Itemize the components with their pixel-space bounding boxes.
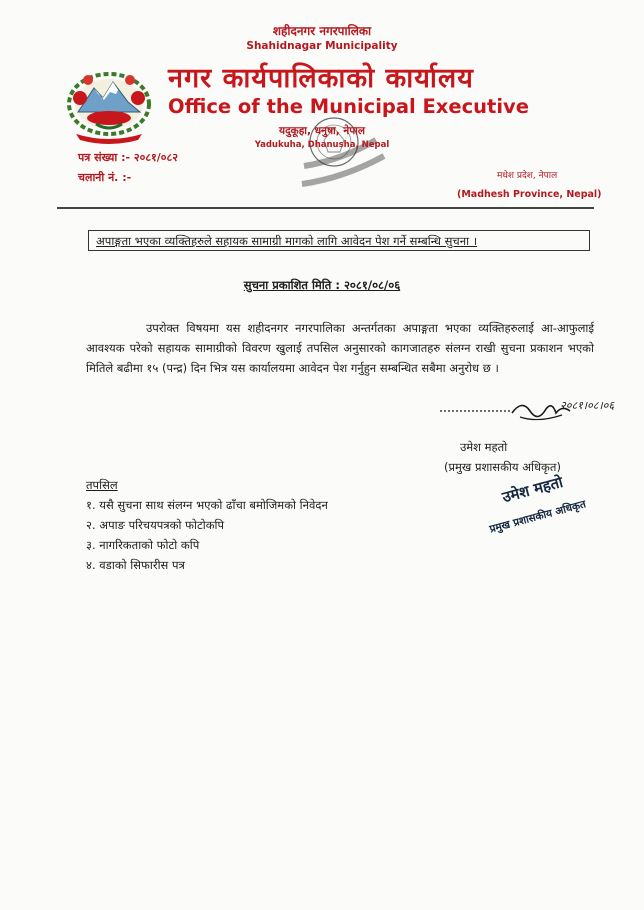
signature-date: २०८१।०८।०६ — [560, 399, 615, 412]
municipality-name-np: शहीदनगर नगरपालिका — [272, 24, 372, 38]
address-en: Yadukuha, Dhanusha, Nepal — [254, 140, 390, 150]
name-stamp-name: उमेश महतो — [500, 472, 565, 507]
signer-name: उमेश महतो — [460, 440, 508, 454]
office-title-en: Office of the Municipal Executive — [168, 95, 529, 118]
reference-number: पत्र संख्या :- २०८१/०८२ — [78, 151, 178, 164]
office-seal-icon — [284, 104, 400, 200]
municipality-name-en: Shahidnagar Municipality — [246, 40, 398, 52]
notice-subject: अपाङ्गता भएका व्यक्तिहरुले सहायक सामाग्री मागको लागि आवेदन पेश गर्ने सम्बन्धि सुचना । — [96, 234, 478, 248]
province-np: मधेश प्रदेश, नेपाल — [497, 171, 558, 181]
list-item: १. यसै सुचना साथ संलग्न भएको ढाँचा बमोजिमको निवेदन — [86, 498, 328, 512]
header-divider — [57, 207, 594, 209]
attachments-list — [86, 495, 328, 575]
list-item: ३. नागरिकताको फोटो कपि — [86, 538, 200, 552]
province-en: (Madhesh Province, Nepal) — [457, 189, 602, 200]
dispatch-number: चलानी नं. :- — [78, 171, 132, 184]
address-np: यदुकूहा, धनुषा, नेपाल — [278, 125, 366, 137]
office-title-np: नगर कार्यपालिकाको कार्यालय — [168, 63, 474, 94]
list-item: ४. वडाको सिफारीस पत्र — [86, 558, 185, 572]
signer-title: (प्रमुख प्रशासकीय अधिकृत) — [444, 460, 561, 474]
attachments-title: तपसिल — [86, 478, 118, 492]
list-item: २. अपाङ परिचयपत्रको फोटोकपि — [86, 518, 225, 532]
name-stamp-title: प्रमुख प्रशासकीय अधिकृत — [488, 498, 588, 536]
notice-body: उपरोक्त विषयमा यस शहीदनगर नगरपालिका अन्तर्गतका अपाङ्गता भएका व्यक्तिहरुलाई आ-आफुलाई आवश्यक परेको सहायक सामाग्रीको विवरण खुलाई तपसिल अनुसारको कागजातहरु संलग्न राखी सुचना प्रकाशन भएको मितिले बढीमा १५ (पन्द्र) दिन भित्र यस कार्यालयमा आवेदन पेश गर्नुहुन सम्बन्धित सबैमा अनुरोध छ । — [86, 321, 594, 375]
notice-date: सुचना प्रकाशित मिति : २०८१/०८/०६ — [243, 278, 401, 292]
